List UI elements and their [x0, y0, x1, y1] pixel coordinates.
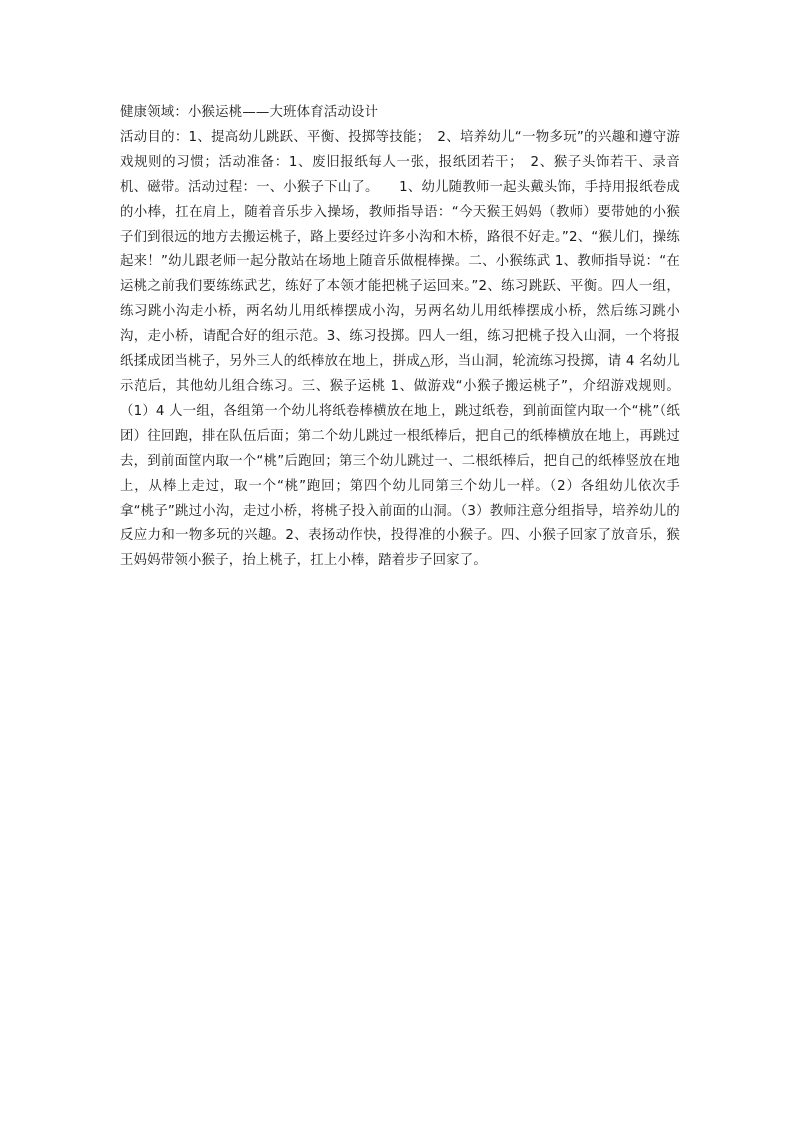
document-content: [120, 101, 680, 574]
document-title: 健康领域：小猴运桃——大班体育活动设计: [120, 105, 379, 120]
document-body-paragraph: 活动目的：1、提高幼儿跳跃、平衡、投掷等技能； 2、培养幼儿“一物多玩”的兴趣和遵守游戏规则的习惯；活动准备：1、废旧报纸每人一张，报纸团若干； 2、猴子头饰若干、录音机、磁带。活动过程：一、小猴子下山了。 1、幼儿随教师一起头戴头饰，手持用报纸卷成的小棒，扛在肩上，随着音乐步入操场，教师指导语：“今天猴王妈妈（教师）要带她的小猴子们到很远的地方去搬运桃子，路上要经过许多小沟和木桥，路很不好走。”2、“猴儿们，操练起来！”幼儿跟老师一起分散站在场地上随音乐做棍棒操。二、小猴练武 1、教师指导说：“在运桃之前我们要练练武艺，练好了本领才能把桃子运回来。”2、练习跳跃、平衡。四人一组，练习跳小沟走小桥，两名幼儿用纸棒摆成小沟，另两名幼儿用纸棒摆成小桥，然后练习跳小沟，走小桥，请配合好的组示范。3、练习投掷。四人一组，练习把桃子投入山洞，一个将报纸揉成团当桃子，另外三人的纸棒放在地上，拼成△形，当山洞，轮流练习投掷，请 4 名幼儿示范后，其他幼儿组合练习。三、猴子运桃 1、做游戏“小猴子搬运桃子”，介绍游戏规则。（1）4 人一组，各组第一个幼儿将纸卷棒横放在地上，跳过纸卷，到前面筐内取一个“桃”（纸团）往回跑，排在队伍后面；第二个幼儿跳过一根纸棒后，把自己的纸棒横放在地上，再跳过去，到前面筐内取一个“桃”后跑回；第三个幼儿跳过一、二根纸棒后，把自己的纸棒竖放在地上，从棒上走过，取一个“桃”跑回；第四个幼儿同第三个幼儿一样。（2）各组幼儿依次手拿“桃子”跳过小沟，走过小桥，将桃子投入前面的山洞。（3）教师注意分组指导，培养幼儿的反应力和一物多玩的兴趣。2、表扬动作快，投得准的小猴子。四、小猴子回家了放音乐，猴王妈妈带领小猴子，抬上桃子，扛上小棒，踏着步子回家了。: [120, 129, 680, 569]
